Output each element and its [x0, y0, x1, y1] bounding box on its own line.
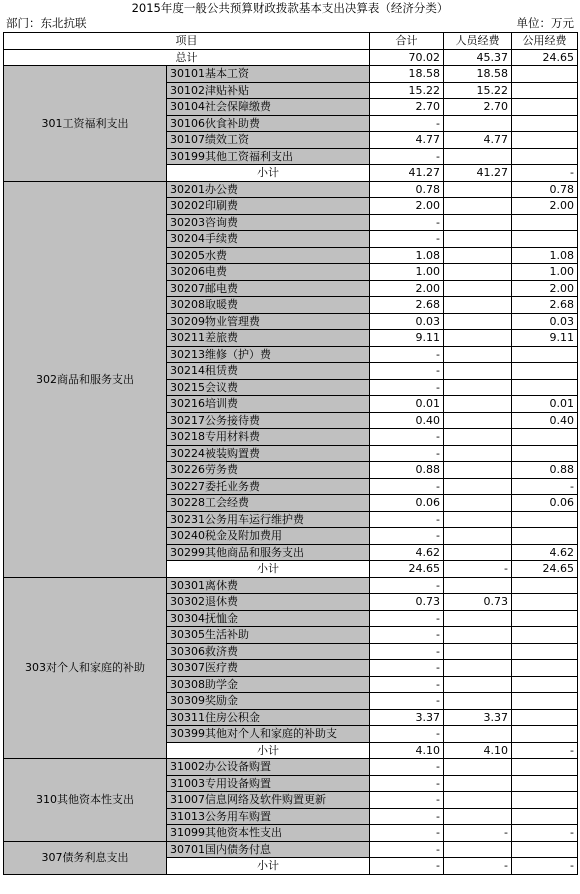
- personnel-cell: [444, 759, 512, 776]
- table-row: [4, 181, 578, 198]
- personnel-cell: [444, 462, 512, 479]
- personnel-cell: [444, 808, 512, 825]
- personnel-cell: [444, 214, 512, 231]
- item-cell: 30216培训费: [167, 396, 370, 413]
- total-cell: -: [370, 726, 444, 743]
- personnel-cell: [444, 330, 512, 347]
- public-cell: [512, 759, 578, 776]
- personnel-cell: -: [444, 825, 512, 842]
- grand-total-label: 总计: [4, 49, 370, 66]
- public-cell: [512, 214, 578, 231]
- public-cell: -: [512, 825, 578, 842]
- category-cell: 302商品和服务支出: [4, 181, 167, 577]
- item-cell: 30217公务接待费: [167, 412, 370, 429]
- total-cell: -: [370, 528, 444, 545]
- total-cell: 4.77: [370, 132, 444, 149]
- total-cell: 0.01: [370, 396, 444, 413]
- personnel-cell: [444, 544, 512, 561]
- table-row: [4, 841, 578, 858]
- total-cell: -: [370, 577, 444, 594]
- public-cell: 0.78: [512, 181, 578, 198]
- grand-total-personnel: 45.37: [444, 49, 512, 66]
- total-cell: -: [370, 627, 444, 644]
- total-cell: 2.68: [370, 297, 444, 314]
- total-cell: -: [370, 231, 444, 248]
- public-cell: [512, 379, 578, 396]
- item-cell: 30299其他商品和服务支出: [167, 544, 370, 561]
- item-cell: 30231公务用车运行维护费: [167, 511, 370, 528]
- table-row: [4, 577, 578, 594]
- public-cell: [512, 528, 578, 545]
- public-cell: [512, 148, 578, 165]
- public-cell: [512, 99, 578, 116]
- public-cell: [512, 709, 578, 726]
- item-cell: 30306救济费: [167, 643, 370, 660]
- public-cell: [512, 676, 578, 693]
- personnel-cell: [444, 429, 512, 446]
- category-cell: 301工资福利支出: [4, 66, 167, 182]
- subtotal-label: 小计: [167, 742, 370, 759]
- total-cell: -: [370, 511, 444, 528]
- personnel-cell: [444, 231, 512, 248]
- total-cell: -: [370, 693, 444, 710]
- item-cell: 30203咨询费: [167, 214, 370, 231]
- total-cell: 18.58: [370, 66, 444, 83]
- public-cell: 4.62: [512, 544, 578, 561]
- report-title: 2015年度一般公共预算财政拨款基本支出决算表（经济分类）: [131, 1, 449, 15]
- subtotal-public: -: [512, 742, 578, 759]
- public-cell: [512, 445, 578, 462]
- table-row: [4, 759, 578, 776]
- item-cell: 30240税金及附加费用: [167, 528, 370, 545]
- public-cell: [512, 792, 578, 809]
- public-cell: [512, 511, 578, 528]
- public-cell: 0.01: [512, 396, 578, 413]
- subtotal-total: 41.27: [370, 165, 444, 182]
- item-cell: 30102津贴补贴: [167, 82, 370, 99]
- item-cell: 31013公务用车购置: [167, 808, 370, 825]
- subtotal-label: 小计: [167, 858, 370, 875]
- total-cell: -: [370, 643, 444, 660]
- total-cell: 1.00: [370, 264, 444, 281]
- public-cell: [512, 577, 578, 594]
- item-cell: 30213维修（护）费: [167, 346, 370, 363]
- item-cell: 30311住房公积金: [167, 709, 370, 726]
- personnel-cell: [444, 610, 512, 627]
- subtotal-personnel: 41.27: [444, 165, 512, 182]
- total-cell: 1.08: [370, 247, 444, 264]
- subtotal-personnel: -: [444, 561, 512, 578]
- public-cell: [512, 660, 578, 677]
- item-cell: 30218专用材料费: [167, 429, 370, 446]
- item-cell: 30208取暖费: [167, 297, 370, 314]
- item-cell: 30201办公费: [167, 181, 370, 198]
- personnel-cell: [444, 643, 512, 660]
- subtotal-total: -: [370, 858, 444, 875]
- personnel-cell: [444, 346, 512, 363]
- personnel-cell: [444, 115, 512, 132]
- personnel-cell: [444, 495, 512, 512]
- public-cell: [512, 363, 578, 380]
- total-cell: -: [370, 775, 444, 792]
- item-cell: 31002办公设备购置: [167, 759, 370, 776]
- item-cell: 30224被装购置费: [167, 445, 370, 462]
- public-cell: 2.00: [512, 280, 578, 297]
- total-cell: 0.40: [370, 412, 444, 429]
- public-cell: [512, 726, 578, 743]
- personnel-cell: [444, 627, 512, 644]
- total-cell: -: [370, 792, 444, 809]
- item-cell: 30107绩效工资: [167, 132, 370, 149]
- personnel-cell: [444, 478, 512, 495]
- total-cell: -: [370, 610, 444, 627]
- item-cell: 30209物业管理费: [167, 313, 370, 330]
- item-cell: 30211差旅费: [167, 330, 370, 347]
- personnel-cell: [444, 379, 512, 396]
- item-cell: 30202印刷费: [167, 198, 370, 215]
- item-cell: 30207邮电费: [167, 280, 370, 297]
- subtotal-public: -: [512, 858, 578, 875]
- item-cell: 30214租赁费: [167, 363, 370, 380]
- public-cell: 0.06: [512, 495, 578, 512]
- total-cell: -: [370, 346, 444, 363]
- personnel-cell: [444, 660, 512, 677]
- total-cell: -: [370, 676, 444, 693]
- public-cell: 0.03: [512, 313, 578, 330]
- category-cell: 307债务利息支出: [4, 841, 167, 874]
- personnel-cell: 15.22: [444, 82, 512, 99]
- personnel-cell: 2.70: [444, 99, 512, 116]
- item-cell: 30309奖励金: [167, 693, 370, 710]
- category-cell: 310其他资本性支出: [4, 759, 167, 842]
- total-cell: -: [370, 115, 444, 132]
- personnel-cell: [444, 297, 512, 314]
- total-cell: -: [370, 214, 444, 231]
- subtotal-label: 小计: [167, 561, 370, 578]
- total-cell: -: [370, 825, 444, 842]
- public-cell: [512, 808, 578, 825]
- subtotal-total: 4.10: [370, 742, 444, 759]
- header-item: 项目: [4, 33, 370, 50]
- public-cell: 9.11: [512, 330, 578, 347]
- total-cell: -: [370, 429, 444, 446]
- public-cell: [512, 115, 578, 132]
- public-cell: 2.00: [512, 198, 578, 215]
- personnel-cell: [444, 313, 512, 330]
- public-cell: [512, 693, 578, 710]
- item-cell: 30104社会保障缴费: [167, 99, 370, 116]
- subtotal-label: 小计: [167, 165, 370, 182]
- total-cell: -: [370, 478, 444, 495]
- personnel-cell: [444, 148, 512, 165]
- public-cell: -: [512, 478, 578, 495]
- total-cell: 2.00: [370, 280, 444, 297]
- personnel-cell: [444, 181, 512, 198]
- total-cell: -: [370, 379, 444, 396]
- item-cell: 31003专用设备购置: [167, 775, 370, 792]
- total-cell: -: [370, 759, 444, 776]
- personnel-cell: [444, 396, 512, 413]
- item-cell: 30206电费: [167, 264, 370, 281]
- grand-total-row: [4, 49, 578, 66]
- item-cell: 30204手续费: [167, 231, 370, 248]
- public-cell: [512, 841, 578, 858]
- personnel-cell: [444, 528, 512, 545]
- total-cell: -: [370, 148, 444, 165]
- personnel-cell: 4.77: [444, 132, 512, 149]
- table-row: [4, 66, 578, 83]
- personnel-cell: [444, 363, 512, 380]
- public-cell: [512, 132, 578, 149]
- item-cell: 30205水费: [167, 247, 370, 264]
- public-cell: [512, 775, 578, 792]
- department-label: 部门：东北抗联: [6, 16, 87, 30]
- public-cell: [512, 594, 578, 611]
- public-cell: 1.08: [512, 247, 578, 264]
- item-cell: 31099其他资本性支出: [167, 825, 370, 842]
- personnel-cell: [444, 445, 512, 462]
- item-cell: 30228工会经费: [167, 495, 370, 512]
- total-cell: 0.88: [370, 462, 444, 479]
- item-cell: 31007信息网络及软件购置更新: [167, 792, 370, 809]
- public-cell: 0.88: [512, 462, 578, 479]
- total-cell: 0.03: [370, 313, 444, 330]
- personnel-cell: [444, 775, 512, 792]
- total-cell: 3.37: [370, 709, 444, 726]
- public-cell: [512, 627, 578, 644]
- item-cell: 30106伙食补助费: [167, 115, 370, 132]
- total-cell: 4.62: [370, 544, 444, 561]
- item-cell: 30308助学金: [167, 676, 370, 693]
- total-cell: 9.11: [370, 330, 444, 347]
- public-cell: 2.68: [512, 297, 578, 314]
- public-cell: [512, 231, 578, 248]
- personnel-cell: [444, 280, 512, 297]
- personnel-cell: [444, 264, 512, 281]
- item-cell: 30307医疗费: [167, 660, 370, 677]
- personnel-cell: [444, 412, 512, 429]
- item-cell: 30305生活补助: [167, 627, 370, 644]
- public-cell: [512, 82, 578, 99]
- subtotal-public: 24.65: [512, 561, 578, 578]
- item-cell: 30301离休费: [167, 577, 370, 594]
- item-cell: 30227委托业务费: [167, 478, 370, 495]
- item-cell: 30101基本工资: [167, 66, 370, 83]
- item-cell: 30701国内债务付息: [167, 841, 370, 858]
- expenditure-table: [3, 32, 578, 875]
- category-cell: 303对个人和家庭的补助: [4, 577, 167, 759]
- table-body: [4, 33, 578, 875]
- total-cell: 2.70: [370, 99, 444, 116]
- personnel-cell: [444, 841, 512, 858]
- item-cell: 30226劳务费: [167, 462, 370, 479]
- item-cell: 30199其他工资福利支出: [167, 148, 370, 165]
- personnel-cell: [444, 792, 512, 809]
- total-cell: -: [370, 808, 444, 825]
- personnel-cell: [444, 577, 512, 594]
- public-cell: 0.40: [512, 412, 578, 429]
- personnel-cell: [444, 693, 512, 710]
- item-cell: 30215会议费: [167, 379, 370, 396]
- header-personnel: 人员经费: [444, 33, 512, 50]
- personnel-cell: 18.58: [444, 66, 512, 83]
- total-cell: 15.22: [370, 82, 444, 99]
- total-cell: -: [370, 841, 444, 858]
- total-cell: -: [370, 363, 444, 380]
- header-row: [4, 33, 578, 50]
- personnel-cell: [444, 676, 512, 693]
- subtotal-personnel: 4.10: [444, 742, 512, 759]
- public-cell: [512, 66, 578, 83]
- personnel-cell: [444, 726, 512, 743]
- total-cell: 0.06: [370, 495, 444, 512]
- total-cell: 0.78: [370, 181, 444, 198]
- public-cell: [512, 346, 578, 363]
- header-total: 合计: [370, 33, 444, 50]
- public-cell: [512, 610, 578, 627]
- grand-total-total: 70.02: [370, 49, 444, 66]
- personnel-cell: [444, 247, 512, 264]
- total-cell: -: [370, 445, 444, 462]
- subtotal-personnel: -: [444, 858, 512, 875]
- item-cell: 30399其他对个人和家庭的补助支: [167, 726, 370, 743]
- grand-total-public: 24.65: [512, 49, 578, 66]
- unit-label: 单位：万元: [516, 16, 574, 30]
- total-cell: 0.73: [370, 594, 444, 611]
- public-cell: 1.00: [512, 264, 578, 281]
- total-cell: -: [370, 660, 444, 677]
- header-public: 公用经费: [512, 33, 578, 50]
- personnel-cell: 3.37: [444, 709, 512, 726]
- subtotal-public: -: [512, 165, 578, 182]
- subtotal-total: 24.65: [370, 561, 444, 578]
- total-cell: 2.00: [370, 198, 444, 215]
- personnel-cell: [444, 511, 512, 528]
- item-cell: 30302退休费: [167, 594, 370, 611]
- public-cell: [512, 429, 578, 446]
- public-cell: [512, 643, 578, 660]
- item-cell: 30304抚恤金: [167, 610, 370, 627]
- personnel-cell: [444, 198, 512, 215]
- personnel-cell: 0.73: [444, 594, 512, 611]
